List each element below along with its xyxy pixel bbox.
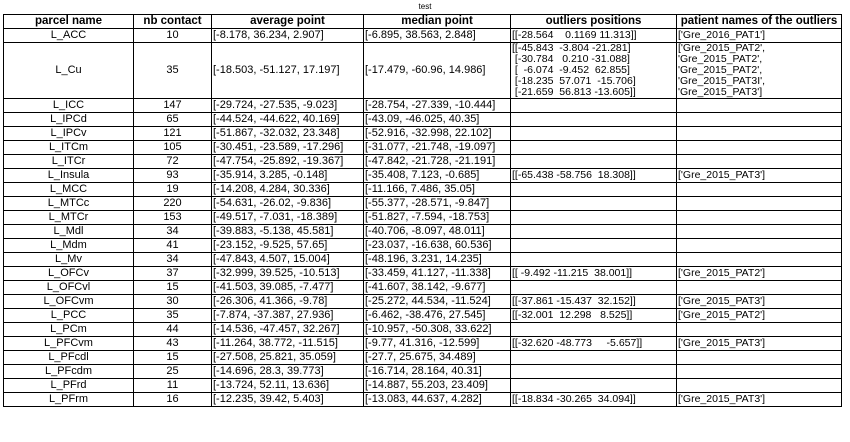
patient-names-cell (677, 183, 842, 197)
table-row (4, 323, 842, 337)
average-point-cell: [-13.724, 52.11, 13.636] (212, 379, 364, 393)
outliers-positions-cell (511, 239, 677, 253)
patient-name-line: ['Gre_2015_PAT3'] (678, 295, 766, 307)
nb-contact-cell: 30 (134, 295, 212, 309)
median-point-cell: [-23.037, -16.638, 60.536] (364, 239, 511, 253)
outlier-position-line: [[-32.620 -48.773 -5.657]] (512, 337, 643, 349)
patient-names-cell (677, 99, 842, 113)
outliers-positions-cell (511, 141, 677, 155)
median-point-cell: [-35.408, 7.123, -0.685] (364, 169, 511, 183)
parcel-name-cell: L_ITCr (4, 155, 134, 169)
parcel-name-cell: L_Insula (4, 169, 134, 183)
patient-name-line: ['Gre_2015_PAT2'] (678, 267, 766, 279)
outliers-positions-cell (511, 197, 677, 211)
patient-names-cell (677, 253, 842, 267)
average-point-cell: [-54.631, -26.02, -9.836] (212, 197, 364, 211)
outlier-position-line: [[-37.861 -15.437 32.152]] (512, 295, 636, 307)
nb-contact-cell: 44 (134, 323, 212, 337)
outliers-positions-cell (511, 379, 677, 393)
parcel-table (3, 14, 842, 407)
average-point-cell: [-23.152, -9.525, 57.65] (212, 239, 364, 253)
average-point-cell: [-44.524, -44.622, 40.169] (212, 113, 364, 127)
average-point-cell: [-47.754, -25.892, -19.367] (212, 155, 364, 169)
patient-names-cell (677, 29, 842, 43)
parcel-name-cell: L_Mv (4, 253, 134, 267)
median-point-cell: [-33.459, 41.127, -11.338] (364, 267, 511, 281)
table-row (4, 183, 842, 197)
patient-name-line: ['Gre_2015_PAT3'] (678, 393, 766, 405)
average-point-cell: [-14.208, 4.284, 30.336] (212, 183, 364, 197)
nb-contact-cell: 16 (134, 393, 212, 407)
nb-contact-cell: 15 (134, 351, 212, 365)
outliers-positions-cell (511, 99, 677, 113)
outliers-positions-cell (511, 281, 677, 295)
nb-contact-cell: 10 (134, 29, 212, 43)
median-point-cell: [-47.842, -21.728, -21.191] (364, 155, 511, 169)
median-point-cell: [-28.754, -27.339, -10.444] (364, 99, 511, 113)
table-row (4, 337, 842, 351)
outlier-position-line: [-21.659 56.813 -13.605]] (512, 86, 636, 98)
table-row (4, 239, 842, 253)
nb-contact-cell: 43 (134, 337, 212, 351)
median-point-cell: [-14.887, 55.203, 23.409] (364, 379, 511, 393)
median-point-cell: [-52.916, -32.998, 22.102] (364, 127, 511, 141)
median-point-cell: [-13.083, 44.637, 4.282] (364, 393, 511, 407)
outliers-positions-cell (511, 113, 677, 127)
nb-contact-cell: 15 (134, 281, 212, 295)
outliers-positions-cell (511, 169, 677, 183)
nb-contact-cell: 65 (134, 113, 212, 127)
nb-contact-cell: 34 (134, 225, 212, 239)
nb-contact-cell: 34 (134, 253, 212, 267)
average-point-cell: [-11.264, 38.772, -11.515] (212, 337, 364, 351)
median-point-cell: [-9.77, 41.316, -12.599] (364, 337, 511, 351)
outliers-positions-cell (511, 365, 677, 379)
nb-contact-cell: 35 (134, 43, 212, 99)
parcel-name-cell: L_Mdm (4, 239, 134, 253)
header-outliers-positions: outliers positions (511, 15, 677, 29)
table-row (4, 281, 842, 295)
outliers-positions-cell (511, 211, 677, 225)
table-row (4, 141, 842, 155)
outlier-position-line: [[-28.564 0.1169 11.313]] (512, 29, 637, 41)
outlier-position-line: [-30.784 0.210 -31.088] (512, 53, 630, 65)
table-row (4, 211, 842, 225)
parcel-name-cell: L_PFcdl (4, 351, 134, 365)
patient-name-line: ['Gre_2015_PAT3'] (678, 337, 766, 349)
table-row (4, 379, 842, 393)
table-row (4, 309, 842, 323)
average-point-cell: [-26.306, 41.366, -9.78] (212, 295, 364, 309)
average-point-cell: [-14.696, 28.3, 39.773] (212, 365, 364, 379)
patient-name-line: 'Gre_2015_PAT3I', (678, 75, 766, 87)
average-point-cell: [-12.235, 39.42, 5.403] (212, 393, 364, 407)
parcel-name-cell: L_PCC (4, 309, 134, 323)
outlier-position-line: [ -6.074 -9.452 62.855] (512, 64, 630, 76)
parcel-name-cell: L_MCC (4, 183, 134, 197)
outliers-positions-cell (511, 323, 677, 337)
average-point-cell: [-14.536, -47.457, 32.267] (212, 323, 364, 337)
average-point-cell: [-47.843, 4.507, 15.004] (212, 253, 364, 267)
parcel-name-cell: L_IPCv (4, 127, 134, 141)
header-row (4, 15, 842, 29)
outliers-positions-cell (511, 253, 677, 267)
median-point-cell: [-16.714, 28.164, 40.31] (364, 365, 511, 379)
parcel-name-cell: L_OFCvl (4, 281, 134, 295)
header-patient-names: patient names of the outliers (677, 15, 842, 29)
outliers-positions-cell (511, 183, 677, 197)
parcel-name-cell: L_ITCm (4, 141, 134, 155)
parcel-name-cell: L_PFrm (4, 393, 134, 407)
patient-names-cell (677, 323, 842, 337)
table-row (4, 113, 842, 127)
parcel-name-cell: L_PCm (4, 323, 134, 337)
table-row (4, 267, 842, 281)
median-point-cell: [-6.462, -38.476, 27.545] (364, 309, 511, 323)
average-point-cell: [-51.867, -32.032, 23.348] (212, 127, 364, 141)
outliers-positions-cell (511, 267, 677, 281)
median-point-cell: [-6.895, 38.563, 2.848] (364, 29, 511, 43)
patient-name-line: ['Gre_2015_PAT2'] (678, 309, 766, 321)
nb-contact-cell: 93 (134, 169, 212, 183)
average-point-cell: [-7.874, -37.387, 27.936] (212, 309, 364, 323)
header-average-point: average point (212, 15, 364, 29)
nb-contact-cell: 11 (134, 379, 212, 393)
outlier-position-line: [-18.235 57.071 -15.706] (512, 75, 636, 87)
average-point-cell: [-18.503, -51.127, 17.197] (212, 43, 364, 99)
figure-title: test (418, 2, 432, 11)
table-body (4, 29, 842, 407)
nb-contact-cell: 153 (134, 211, 212, 225)
outliers-positions-cell (511, 127, 677, 141)
outliers-positions-cell (511, 309, 677, 323)
table-row (4, 393, 842, 407)
patient-names-cell (677, 113, 842, 127)
median-point-cell: [-10.957, -50.308, 33.622] (364, 323, 511, 337)
patient-names-cell (677, 211, 842, 225)
patient-names-cell (677, 197, 842, 211)
average-point-cell: [-49.517, -7.031, -18.389] (212, 211, 364, 225)
patient-names-cell (677, 309, 842, 323)
median-point-cell: [-11.166, 7.486, 35.05] (364, 183, 511, 197)
outlier-position-line: [[-18.834 -30.265 34.094]] (512, 393, 636, 405)
median-point-cell: [-25.272, 44.534, -11.524] (364, 295, 511, 309)
patient-names-cell (677, 225, 842, 239)
table-row (4, 99, 842, 113)
average-point-cell: [-32.999, 39.525, -10.513] (212, 267, 364, 281)
median-point-cell: [-55.377, -28.571, -9.847] (364, 197, 511, 211)
nb-contact-cell: 220 (134, 197, 212, 211)
outliers-positions-cell (511, 225, 677, 239)
outlier-position-line: [[ -9.492 -11.215 38.001]] (512, 267, 633, 279)
median-point-cell: [-17.479, -60.96, 14.986] (364, 43, 511, 99)
patient-names-cell (677, 295, 842, 309)
median-point-cell: [-40.706, -8.097, 48.011] (364, 225, 511, 239)
outlier-position-line: [[-65.438 -58.756 18.308]] (512, 169, 636, 181)
parcel-name-cell: L_PFcdm (4, 365, 134, 379)
patient-name-line: 'Gre_2015_PAT2', (678, 53, 763, 65)
median-point-cell: [-51.827, -7.594, -18.753] (364, 211, 511, 225)
average-point-cell: [-39.883, -5.138, 45.581] (212, 225, 364, 239)
nb-contact-cell: 72 (134, 155, 212, 169)
average-point-cell: [-30.451, -23.589, -17.296] (212, 141, 364, 155)
parcel-name-cell: L_PFCvm (4, 337, 134, 351)
table-row (4, 295, 842, 309)
patient-name-line: ['Gre_2015_PAT3'] (678, 169, 766, 181)
median-point-cell: [-43.09, -46.025, 40.35] (364, 113, 511, 127)
table-row (4, 29, 842, 43)
outlier-position-line: [[-32.001 12.298 8.525]] (512, 309, 633, 321)
header-median-point: median point (364, 15, 511, 29)
table-row (4, 365, 842, 379)
patient-names-cell (677, 169, 842, 183)
nb-contact-cell: 37 (134, 267, 212, 281)
parcel-name-cell: L_ICC (4, 99, 134, 113)
patient-names-cell (677, 239, 842, 253)
table-row (4, 43, 842, 99)
parcel-name-cell: L_ACC (4, 29, 134, 43)
patient-names-cell (677, 141, 842, 155)
parcel-name-cell: L_Mdl (4, 225, 134, 239)
outliers-positions-cell (511, 29, 677, 43)
table-row (4, 197, 842, 211)
nb-contact-cell: 105 (134, 141, 212, 155)
average-point-cell: [-41.503, 39.085, -7.477] (212, 281, 364, 295)
median-point-cell: [-48.196, 3.231, 14.235] (364, 253, 511, 267)
parcel-name-cell: L_PFrd (4, 379, 134, 393)
parcel-name-cell: L_IPCd (4, 113, 134, 127)
outliers-positions-cell (511, 351, 677, 365)
average-point-cell: [-29.724, -27.535, -9.023] (212, 99, 364, 113)
nb-contact-cell: 35 (134, 309, 212, 323)
outliers-positions-cell (511, 155, 677, 169)
median-point-cell: [-31.077, -21.748, -19.097] (364, 141, 511, 155)
outliers-positions-cell (511, 337, 677, 351)
patient-names-cell (677, 127, 842, 141)
patient-names-cell (677, 393, 842, 407)
patient-name-line: ['Gre_2016_PAT1'] (678, 29, 766, 41)
parcel-name-cell: L_Cu (4, 43, 134, 99)
parcel-name-cell: L_OFCv (4, 267, 134, 281)
outliers-positions-cell (511, 43, 677, 99)
patient-names-cell (677, 155, 842, 169)
table-row (4, 351, 842, 365)
outlier-position-line: [[-45.843 -3.804 -21.281] (512, 42, 631, 54)
patient-name-line: 'Gre_2015_PAT3'] (678, 86, 763, 98)
nb-contact-cell: 25 (134, 365, 212, 379)
average-point-cell: [-35.914, 3.285, -0.148] (212, 169, 364, 183)
patient-name-line: 'Gre_2015_PAT2', (678, 64, 763, 76)
patient-names-cell (677, 379, 842, 393)
parcel-name-cell: L_MTCc (4, 197, 134, 211)
patient-names-cell (677, 281, 842, 295)
table-row (4, 253, 842, 267)
parcel-name-cell: L_MTCr (4, 211, 134, 225)
patient-names-cell (677, 267, 842, 281)
patient-names-cell (677, 337, 842, 351)
table-row (4, 225, 842, 239)
header-parcel-name: parcel name (4, 15, 134, 29)
median-point-cell: [-41.607, 38.142, -9.677] (364, 281, 511, 295)
outliers-positions-cell (511, 295, 677, 309)
outliers-positions-cell (511, 393, 677, 407)
parcel-name-cell: L_OFCvm (4, 295, 134, 309)
nb-contact-cell: 41 (134, 239, 212, 253)
header-nb-contact: nb contact (134, 15, 212, 29)
patient-names-cell (677, 351, 842, 365)
table-row (4, 155, 842, 169)
nb-contact-cell: 121 (134, 127, 212, 141)
nb-contact-cell: 19 (134, 183, 212, 197)
table-row (4, 127, 842, 141)
nb-contact-cell: 147 (134, 99, 212, 113)
average-point-cell: [-27.508, 25.821, 35.059] (212, 351, 364, 365)
patient-names-cell (677, 365, 842, 379)
patient-name-line: ['Gre_2015_PAT2', (678, 42, 766, 54)
table-row (4, 169, 842, 183)
average-point-cell: [-8.178, 36.234, 2.907] (212, 29, 364, 43)
median-point-cell: [-27.7, 25.675, 34.489] (364, 351, 511, 365)
patient-names-cell (677, 43, 842, 99)
